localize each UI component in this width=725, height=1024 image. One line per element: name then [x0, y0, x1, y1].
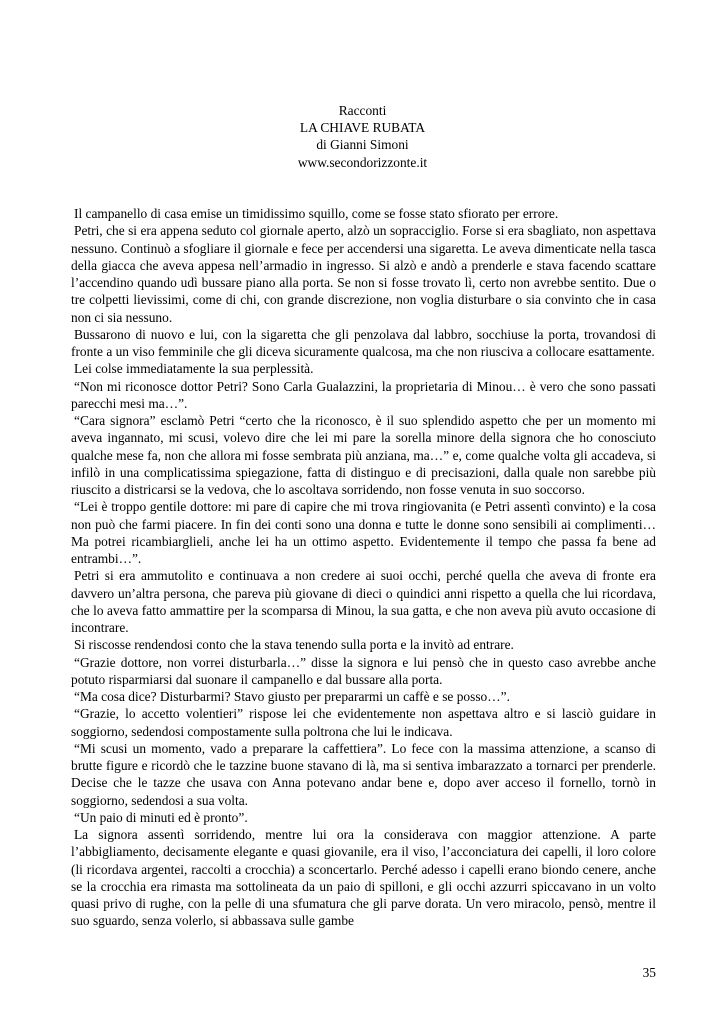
paragraph: Il campanello di casa emise un timidissimo squillo, come se fosse stato sfiorato per errore. — [74, 206, 559, 221]
paragraph: “Non mi riconosce dottor Petri? Sono Carla Gualazzini, la proprietaria di Minou… è vero che sono passati parecchi mesi ma…”. — [71, 378, 656, 411]
paragraph: “Mi scusi un momento, vado a preparare la caffettiera”. Lo fece con la massima attenzione, a scanso di brutte figure e ricordò che le tazzine buone stavano di là, ma si sentiva imbarazzato a tornarci per prenderle. Decise che le tazze che usava con Anna potevano andar bene e, dopo aver acceso il fornello, tornò in soggiorno, sedendosi a sua volta. — [71, 740, 656, 808]
paragraph: Bussarono di nuovo e lui, con la sigaretta che gli penzolava dal labbro, socchiuse la porta, trovandosi di fronte a un viso femminile che gli diceva sicuramente qualcosa, ma che non riusciva a collocare esattamente. — [71, 326, 656, 359]
section-label: Racconti — [338, 103, 387, 118]
page-number: 35 — [642, 965, 656, 980]
paragraph: “Ma cosa dice? Disturbarmi? Stavo giusto per prepararmi un caffè e se posso…”. — [74, 689, 510, 704]
paragraph: “Cara signora” esclamò Petri “certo che la riconosco, è il suo splendido aspetto che per un momento mi aveva ingannato, mi scusi, volevo dire che lei mi pare la sorella minore della signora che ho conosciuto qualche mese fa, non che allora mi fosse sembrata più anziana, ma…” e, come qualche volta gli accadeva, si infilò in una complicatissima spiegazione, fatta di distinguo e di precisazioni, dalla quale non sarebbe più riuscito a districarsi se la vedova, che lo ascoltava sorridendo, non fosse venuta in suo soccorso. — [71, 413, 656, 497]
paragraph: Lei colse immediatamente la sua perplessità. — [74, 361, 314, 377]
paragraph: “Grazie dottore, non vorrei disturbarla…” disse la signora e lui pensò che in questo caso avrebbe anche potuto risparmiarsi dal suonare il campanello e dal bussare alla porta. — [71, 654, 656, 687]
paragraph: “Grazie, lo accetto volentieri” rispose lei che evidentemente non aspettava altro e si lasciò guidare in soggiorno, sedendosi compostamente sulla poltrona che lui le indicava. — [71, 706, 656, 739]
paragraph: Petri, che si era appena seduto col giornale aperto, alzò un sopracciglio. Forse si era sbagliato, non aspettava nessuno. Continuò a sfogliare il giornale e fece per accendersi una sigaretta. Le aveva dimenticate nella tasca della giacca che aveva appesa nell’armadio in ingresso. Si alzò e andò a prenderle e stava facendo scattare l’accendino quando udì bussare piano alla porta. Se non si fosse trovato lì, certo non avrebbe sentito. Due o tre colpetti lievissimi, come di chi, con grande discrezione, non voglia disturbare o sia convinto che in casa non ci sia nessuno. — [71, 223, 656, 325]
paragraph: Petri si era ammutolito e continuava a non credere ai suoi occhi, perché quella che aveva di fronte era davvero un’altra persona, che pareva più giovane di dieci o quindici anni rispetto a quella che lui ricordava, che lo aveva fatto ammattire per la scomparsa di Minou, la sua gatta, e che non aveva più avuto occasione di incontrare. — [71, 568, 656, 635]
story-body — [71, 205, 656, 930]
story-title: LA CHIAVE RUBATA — [299, 120, 426, 136]
paragraph: La signora assentì sorridendo, mentre lui ora la considerava con maggior attenzione. A parte l’abbigliamento, decisamente elegante e quasi giovanile, era il viso, l’acconciatura dei capelli, il loro colore (li ricordava argentei, raccolti a crocchia) a sconcertarlo. Perché adesso i capelli erano biondo cenere, anche se la crocchia era rimasta ma sottolineata da un paio di spilloni, e gli occhi azzurri spiccavano in un volto quasi privo di rughe, con la pelle di una sfumatura che gli parve dorata. Un vero miracolo, pensò, mentre il suo sguardo, senza volerlo, si abbassava sulle gambe — [71, 827, 656, 929]
author-line: di Gianni Simoni — [316, 137, 409, 153]
paragraph: Si riscosse rendendosi conto che la stava tenendo sulla porta e la invitò ad entrare. — [74, 637, 514, 653]
paragraph: “Un paio di minuti ed è pronto”. — [74, 809, 248, 825]
story-header — [0, 102, 725, 171]
paragraph: “Lei è troppo gentile dottore: mi pare di capire che mi trova ringiovanita (e Petri assentì convinto) e la cosa non può che farmi piacere. In fin dei conti sono una donna e tutte le donne sono sensibili ai complimenti… Ma potrei ricambiarglieli, anche lei ha un ottimo aspetto. Evidentemente il tempo che passa fa bene ad entrambi…”. — [71, 499, 656, 566]
website-line: www.secondorizzonte.it — [297, 154, 428, 170]
